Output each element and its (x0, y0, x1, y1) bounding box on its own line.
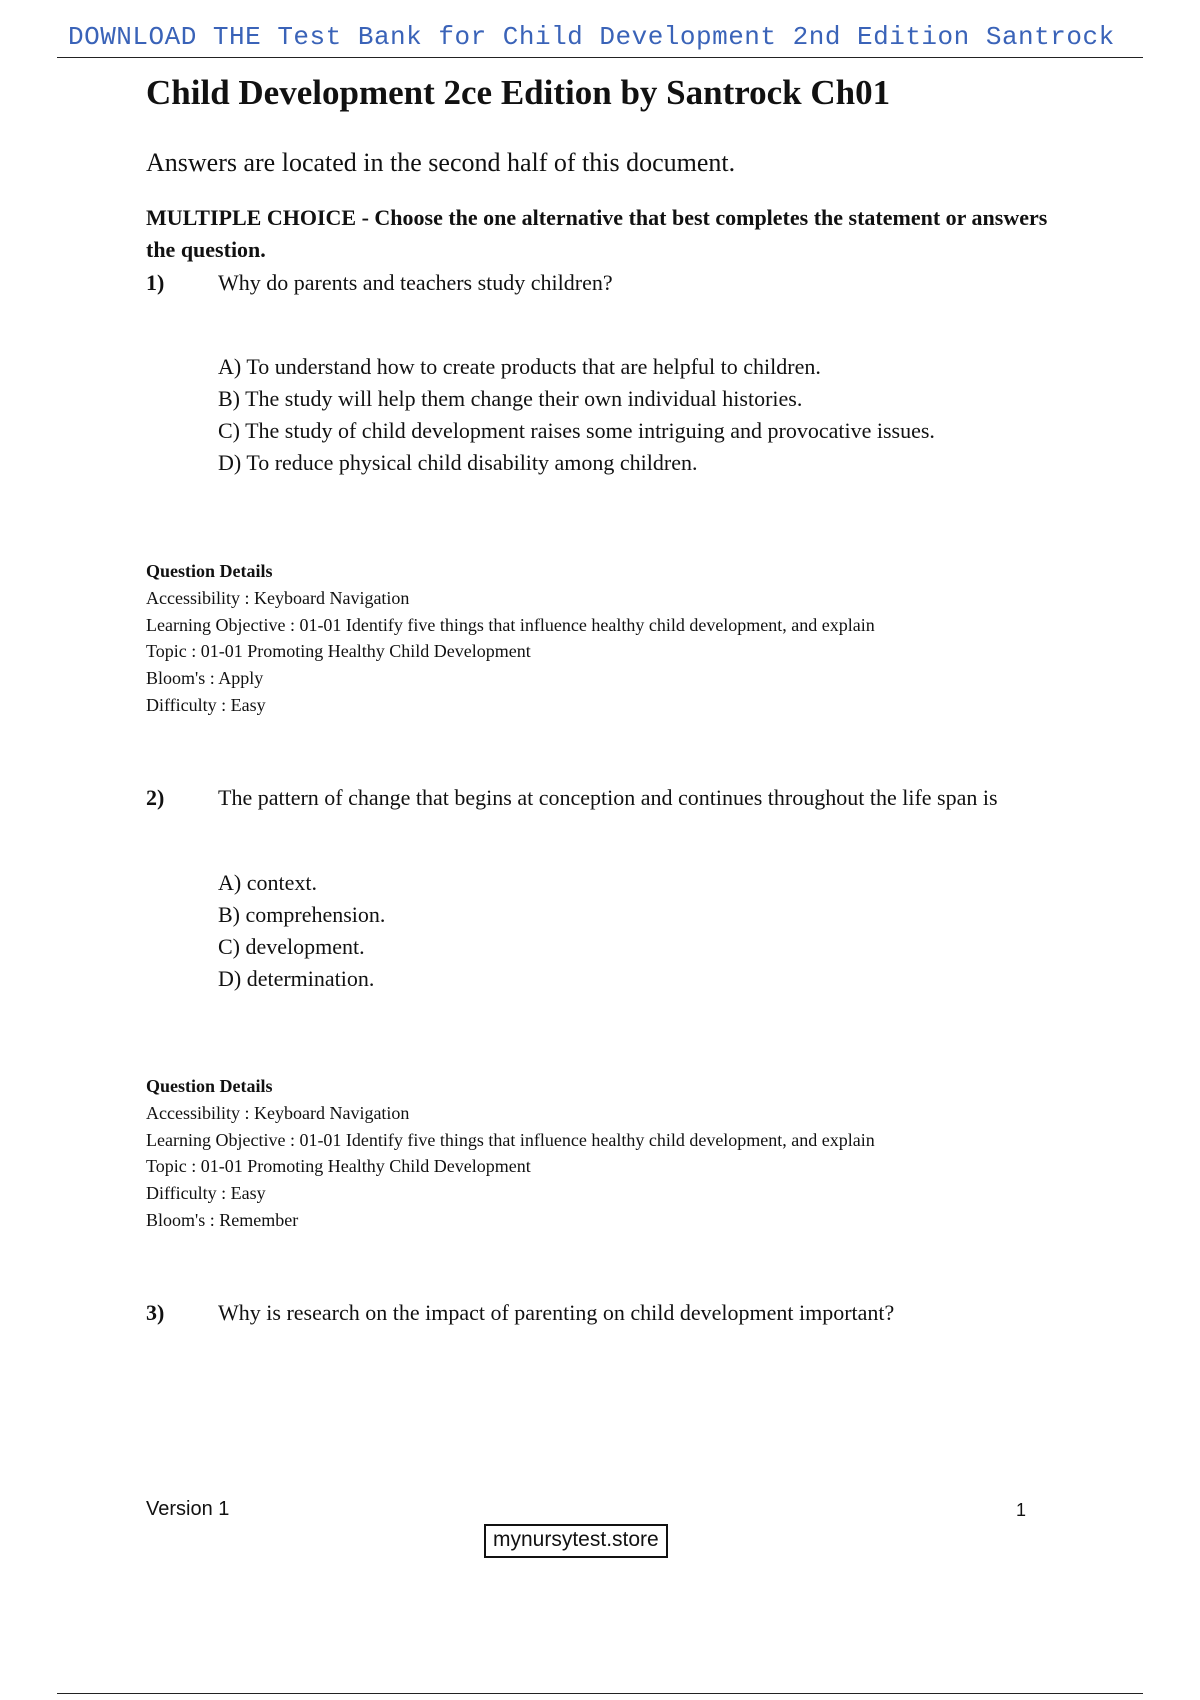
question-2-detail-line: Topic : 01-01 Promoting Healthy Child Development (146, 1156, 531, 1177)
question-2-options (218, 867, 385, 995)
question-2-text: The pattern of change that begins at conception and continues throughout the life span is (218, 785, 998, 810)
question-2-option-b: B) comprehension. (218, 902, 386, 927)
question-1-detail-line: Accessibility : Keyboard Navigation (146, 587, 410, 608)
question-2-detail-line: Difficulty : Easy (146, 1183, 266, 1204)
footer-page-number: 1 (1016, 1500, 1027, 1520)
question-1-number: 1) (146, 270, 165, 295)
header-divider (57, 57, 1143, 58)
question-1-detail-line: Topic : 01-01 Promoting Healthy Child Development (146, 641, 531, 662)
question-1-option-a: A) To understand how to create products that are helpful to children. (218, 354, 821, 379)
document-title: Child Development 2ce Edition by Santrock Ch01 (146, 73, 891, 112)
intro-text: Answers are located in the second half of this document. (146, 148, 736, 177)
question-1-option-b: B) The study will help them change their own individual histories. (218, 386, 803, 411)
question-2 (146, 785, 998, 811)
question-2-number: 2) (146, 785, 165, 810)
question-1-details (146, 558, 875, 719)
question-1-text: Why do parents and teachers study children? (218, 270, 613, 295)
question-1 (146, 270, 613, 296)
question-2-option-a: A) context. (218, 870, 317, 895)
question-1-detail-line: Learning Objective : 01-01 Identify five things that influence healthy child development, and explain (146, 614, 875, 635)
question-2-option-d: D) determination. (218, 966, 375, 991)
question-2-detail-line: Bloom's : Remember (146, 1209, 299, 1230)
question-1-option-d: D) To reduce physical child disability among children. (218, 450, 698, 475)
download-link[interactable]: DOWNLOAD THE Test Bank for Child Development 2nd Edition Santrock (68, 22, 1115, 52)
question-2-details (146, 1073, 875, 1234)
question-1-option-c: C) The study of child development raises some intriguing and provocative issues. (218, 418, 935, 443)
instructions-text: MULTIPLE CHOICE - Choose the one alternative that best completes the statement or answers the question. (146, 205, 1048, 262)
watermark-label: mynursytest.store (484, 1524, 668, 1558)
question-3-text: Why is research on the impact of parenting on child development important? (218, 1300, 895, 1325)
question-2-detail-line: Learning Objective : 01-01 Identify five things that influence healthy child development, and explain (146, 1129, 875, 1150)
question-2-option-c: C) development. (218, 934, 365, 959)
question-1-detail-line: Bloom's : Apply (146, 668, 264, 689)
footer-divider (57, 1693, 1143, 1694)
question-2-detail-line: Accessibility : Keyboard Navigation (146, 1102, 410, 1123)
question-1-options (218, 351, 935, 479)
question-3 (146, 1300, 894, 1326)
question-1-detail-line: Difficulty : Easy (146, 694, 266, 715)
question-1-details-heading: Question Details (146, 561, 273, 581)
question-3-number: 3) (146, 1300, 165, 1325)
question-2-details-heading: Question Details (146, 1076, 273, 1096)
footer-version: Version 1 (146, 1498, 230, 1520)
